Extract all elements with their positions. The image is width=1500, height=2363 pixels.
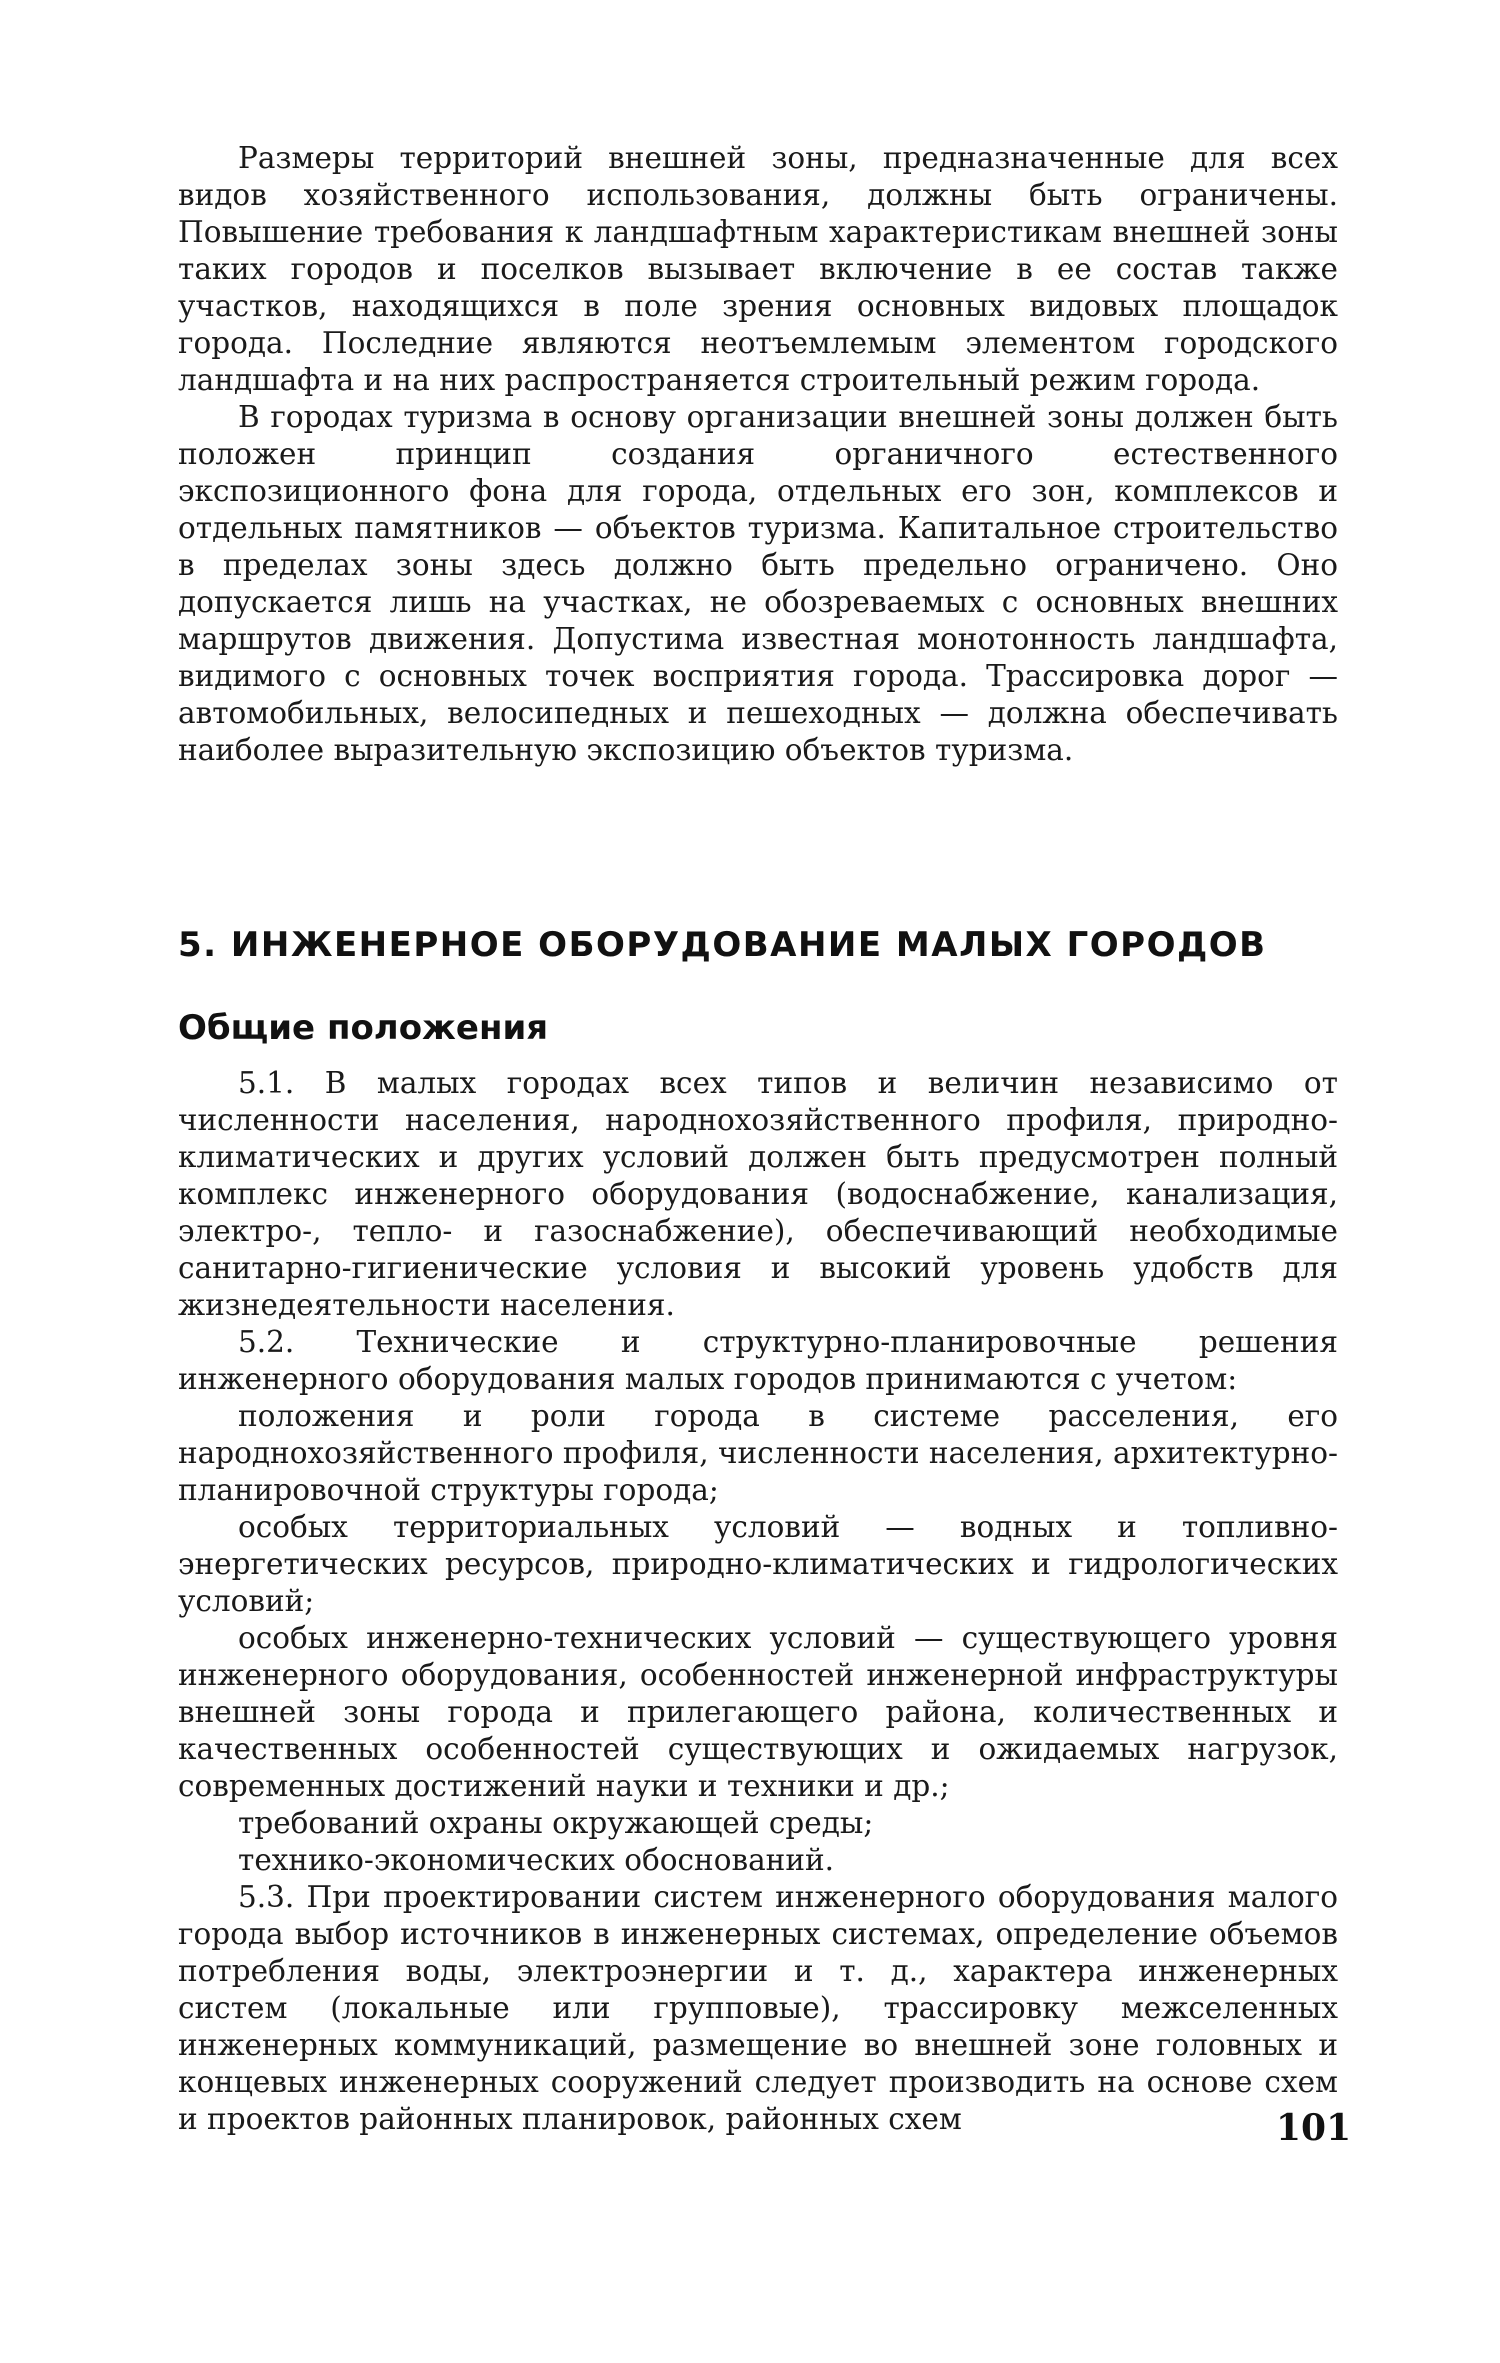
- chapter-title: 5. ИНЖЕНЕРНОЕ ОБОРУДОВАНИЕ МАЛЫХ ГОРОДОВ: [178, 925, 1267, 965]
- paragraph: Размеры территорий внешней зоны, предназначенные для всех видов хозяйственного использования, должны быть ограничены. Повышение требования к ландшафтным характеристикам внешней зоны таких городов и поселков вызывает включение в ее состав также участков, находящихся в поле зрения основных видовых площадок города. Последние являются неотъемлемым элементом городского ландшафта и на них распространяется строительный режим города.: [178, 141, 1338, 397]
- list-item: технико-экономических обоснований.: [238, 1843, 835, 1877]
- section-title: Общие положения: [178, 1008, 549, 1048]
- paragraph: 5.3. При проектировании систем инженерного оборудования малого города выбор источников в инженерных системах, определение объемов потребления воды, электроэнергии и т. д., характера инженерных систем (локальные или групповые), трассировку межселенных инженерных коммуникаций, размещение во внешней зоне головных и концевых инженерных сооружений следует производить на основе схем и проектов районных планировок, районных схем: [178, 1880, 1338, 2136]
- list-item: особых инженерно-технических условий — существующего уровня инженерного оборудования, особенностей инженерной инфраструктуры внешней зоны города и прилегающего района, количественных и качественных особенностей существующих и ожидаемых нагрузок, современных достижений науки и техники и др.;: [178, 1621, 1338, 1803]
- page-number: 101: [1276, 2107, 1352, 2149]
- paragraph: В городах туризма в основу организации внешней зоны должен быть положен принцип создания органичного естественного экспозиционного фона для города, отдельных его зон, комплексов и отдельных памятников — объектов туризма. Капитальное строительство в пределах зоны здесь должно быть предельно ограничено. Оно допускается лишь на участках, не обозреваемых с основных внешних маршрутов движения. Допустима известная монотонность ландшафта, видимого с основных точек восприятия города. Трассировка дорог — автомобильных, велосипедных и пешеходных — должна обеспечивать наиболее выразительную экспозицию объектов туризма.: [178, 400, 1338, 767]
- list-item: положения и роли города в системе расселения, его народнохозяйственного профиля, численности населения, архитектурно-планировочной структуры города;: [178, 1399, 1338, 1507]
- paragraph: 5.1. В малых городах всех типов и величин независимо от численности населения, народнохозяйственного профиля, природно-климатических и других условий должен быть предусмотрен полный комплекс инженерного оборудования (водоснабжение, канализация, электро-, тепло- и газоснабжение), обеспечивающий необходимые санитарно-гигиенические условия и высокий уровень удобств для жизнедеятельности населения.: [178, 1066, 1338, 1322]
- paragraph: 5.2. Технические и структурно-планировочные решения инженерного оборудования малых городов принимаются с учетом:: [178, 1325, 1338, 1396]
- text-block-top: [178, 140, 1338, 769]
- list-item: особых территориальных условий — водных и топливно-энергетических ресурсов, природно-климатических и гидрологических условий;: [178, 1510, 1338, 1618]
- list-item: требований охраны окружающей среды;: [238, 1806, 874, 1840]
- text-block-bottom: [178, 1065, 1338, 2138]
